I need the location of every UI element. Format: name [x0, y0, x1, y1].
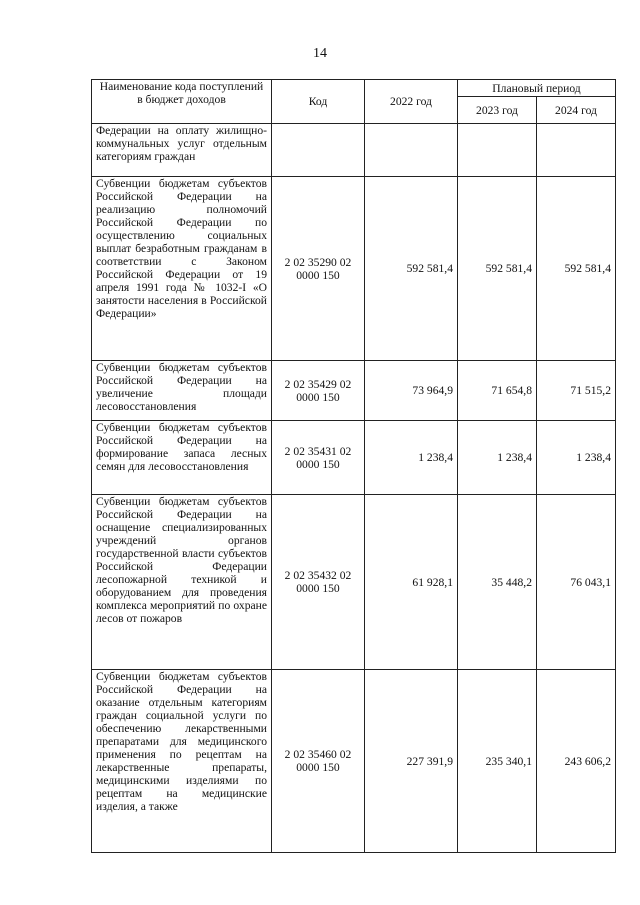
row-value-2023: 1 238,4 [458, 421, 537, 495]
row-code: 2 02 35460 02 0000 150 [272, 670, 365, 853]
header-year-2022: 2022 год [365, 80, 458, 124]
header-year-2024: 2024 год [537, 97, 616, 124]
row-code [272, 124, 365, 177]
row-value-2023 [458, 124, 537, 177]
row-name [92, 124, 272, 177]
header-name: Наименование кода поступлений в бюджет доходов [92, 80, 272, 124]
row-value-2023: 71 654,8 [458, 361, 537, 421]
table-row [92, 670, 616, 853]
row-name [92, 361, 272, 421]
row-value-2022: 73 964,9 [365, 361, 458, 421]
row-value-2023: 235 340,1 [458, 670, 537, 853]
row-name [92, 421, 272, 495]
row-value-2024: 71 515,2 [537, 361, 616, 421]
header-row [92, 80, 616, 97]
row-name-text: Субвенции бюджетам субъектов Российской Федерации на формирование запаса лесных семян для лесовосстановления [96, 421, 267, 473]
header-code: Код [272, 80, 365, 124]
table-row [92, 495, 616, 670]
row-value-2023: 35 448,2 [458, 495, 537, 670]
table-row [92, 124, 616, 177]
row-value-2022: 61 928,1 [365, 495, 458, 670]
row-name-text: Субвенции бюджетам субъектов Российской Федерации на оказание отдельным категориям граждан социальной услуги по обеспечению лекарственными препаратами для медицинского применения по рецептам на лекарственные препараты, медицинскими изделиями по рецептам на медицинские изделия, а также [96, 670, 267, 813]
row-name-text: Субвенции бюджетам субъектов Российской Федерации на реализацию полномочий Российской Федерации по осуществлению социальных выплат безработным гражданам в соответствии с Законом Российской Федерации от 19 апреля 1991 года № 1032-I «О занятости населения в Российской Федерации» [96, 177, 267, 320]
revenue-table [91, 79, 616, 853]
row-name-text: Субвенции бюджетам субъектов Российской Федерации на оснащение специализированных учреждений органов государственной власти субъектов Российской Федерации лесопожарной техникой и оборудованием для проведения комплекса мероприятий по охране лесов от пожаров [96, 495, 267, 625]
row-value-2024: 76 043,1 [537, 495, 616, 670]
row-value-2024: 243 606,2 [537, 670, 616, 853]
header-year-2023: 2023 год [458, 97, 537, 124]
row-code: 2 02 35290 02 0000 150 [272, 177, 365, 361]
row-value-2024: 592 581,4 [537, 177, 616, 361]
row-value-2023: 592 581,4 [458, 177, 537, 361]
row-value-2022: 592 581,4 [365, 177, 458, 361]
row-name-text: Федерации на оплату жилищно-коммунальных услуг отдельным категориям граждан [96, 124, 267, 163]
row-value-2024: 1 238,4 [537, 421, 616, 495]
row-value-2022: 227 391,9 [365, 670, 458, 853]
row-name [92, 177, 272, 361]
header-planned-period: Плановый период [458, 80, 616, 97]
table-row [92, 421, 616, 495]
row-value-2024 [537, 124, 616, 177]
row-code: 2 02 35432 02 0000 150 [272, 495, 365, 670]
row-name [92, 670, 272, 853]
table-row [92, 177, 616, 361]
row-code: 2 02 35429 02 0000 150 [272, 361, 365, 421]
row-code: 2 02 35431 02 0000 150 [272, 421, 365, 495]
page-number: 14 [313, 46, 327, 61]
table-row [92, 361, 616, 421]
row-value-2022 [365, 124, 458, 177]
row-value-2022: 1 238,4 [365, 421, 458, 495]
row-name [92, 495, 272, 670]
row-name-text: Субвенции бюджетам субъектов Российской Федерации на увеличение площади лесовосстановления [96, 361, 267, 413]
